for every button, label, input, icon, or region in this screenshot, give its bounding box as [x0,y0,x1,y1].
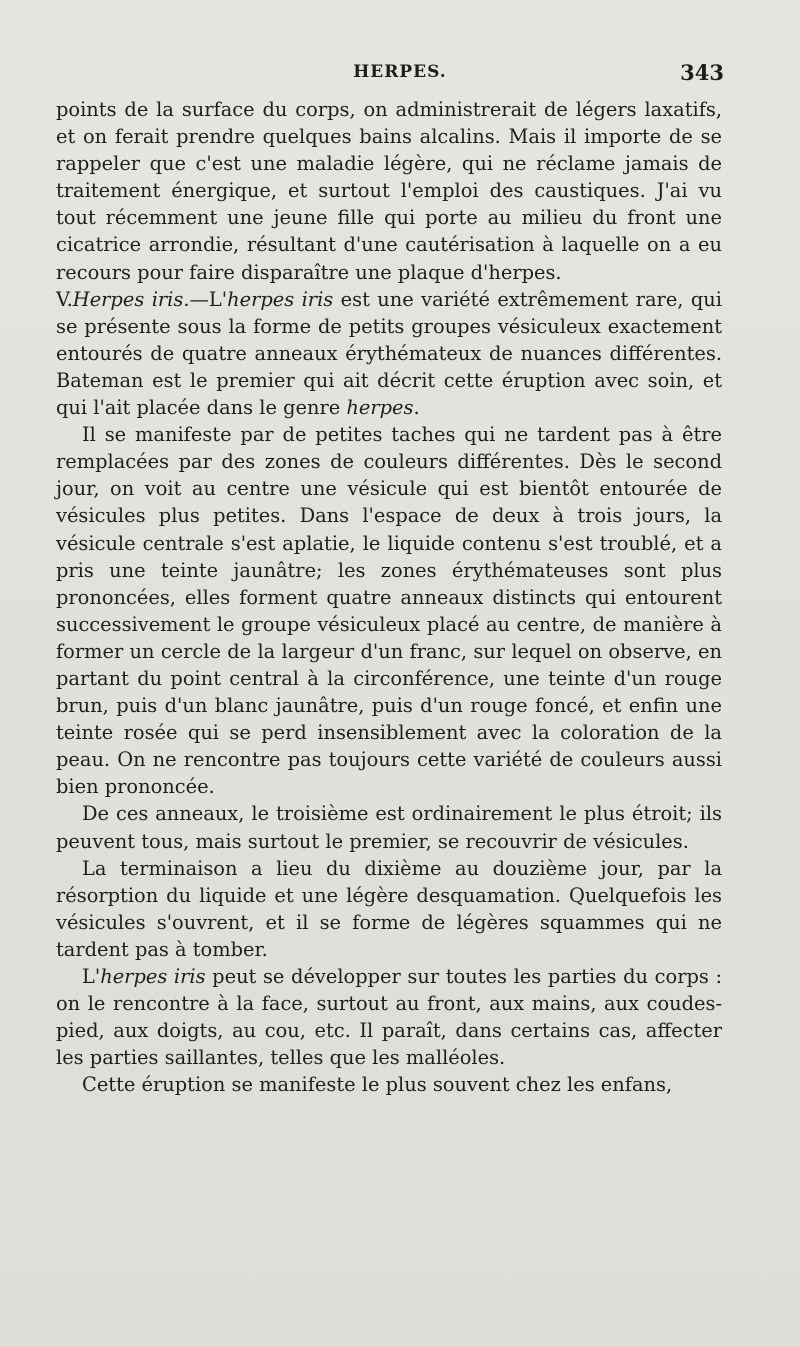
lead-term: herpes iris [100,965,206,988]
paragraph-rings: De ces anneaux, le troisième est ordinairement le plus étroit; ils peuvent tous, mais surtout le premier, se recouvrir de vésicules. [56,802,722,853]
running-head [0,62,800,88]
paragraph-text: peut se développer sur toutes les parties du corps : on le rencontre à la face, surtout au front, aux mains, aux coudes-pied, aux doigts, au cou, etc. Il paraît, dans certains cas, affecter les parties saillantes, telles que les malléoles. [56,965,722,1070]
section-numeral: V. [56,287,73,311]
lead-article: L' [208,287,228,311]
lead-article: L' [82,965,101,988]
paragraph-location [56,963,722,1071]
genre-term: herpes [346,396,414,420]
paragraph-herpes-iris-intro [56,286,722,421]
paragraph-text: est une variété extrêmement rare, qui se présente sous la forme de petits groupes vésiculeux exactement entourés de quatre anneaux érythémateux de nuances différentes. Bateman est le premier qui ait décrit cette éruption avec soin, et qui l'ait placée dans le genre [56,287,722,420]
paragraph-end: . [413,396,420,420]
lead-term: herpes iris [227,287,334,311]
page-number: 343 [680,60,724,85]
paragraph-termination: La terminaison a lieu du dixième au douzième jour, par la résorption du liquide et une légère desquamation. Quelquefois les vésicules s'ouvrent, et il se forme de légères squammes qui ne tardent pas à tomber. [56,856,722,961]
heading-dash: — [189,287,209,311]
running-title: HERPES. [353,62,447,82]
section-heading: Herpes iris. [72,287,190,311]
paragraph-symptoms: Il se manifeste par de petites taches qui ne tardent pas à être remplacées par des zones de couleurs différentes. Dès le second jour, on voit au centre une vésicule qui est bientôt entourée de vésicules plus petites. Dans l'espace de deux à trois jours, la vésicule centrale s'est aplatie, le liquide contenu s'est troublé, et a pris une teinte jaunâtre; les zones érythémateuses sont plus prononcées, elles forment quatre anneaux distincts qui entourent successivement le groupe vésiculeux placé au centre, de manière à former un cercle de la largeur d'un franc, sur lequel on observe, en partant du point central à la circonférence, une teinte d'un rouge brun, puis d'un blanc jaunâtre, puis d'un rouge foncé, et enfin une teinte rosée qui se perd insensiblement avec la coloration de la peau. On ne rencontre pas toujours cette variété de couleurs aussi bien prononcée. [56,423,722,799]
paragraph-children: Cette éruption se manifeste le plus souvent chez les enfans, [82,1073,673,1097]
paragraph-continuation: points de la surface du corps, on administrerait de légers laxatifs, et on ferait prendre quelques bains alcalins. Mais il importe de se rappeler que c'est une maladie légère, qui ne réclame jamais de traitement énergique, et surtout l'emploi des caustiques. J'ai vu tout récemment une jeune fille qui porte au milieu du front une cicatrice arrondie, résultant d'une cautérisation à laquelle on a eu recours pour faire disparaître une plaque d'herpes. [56,98,722,284]
body-text [56,96,722,1098]
